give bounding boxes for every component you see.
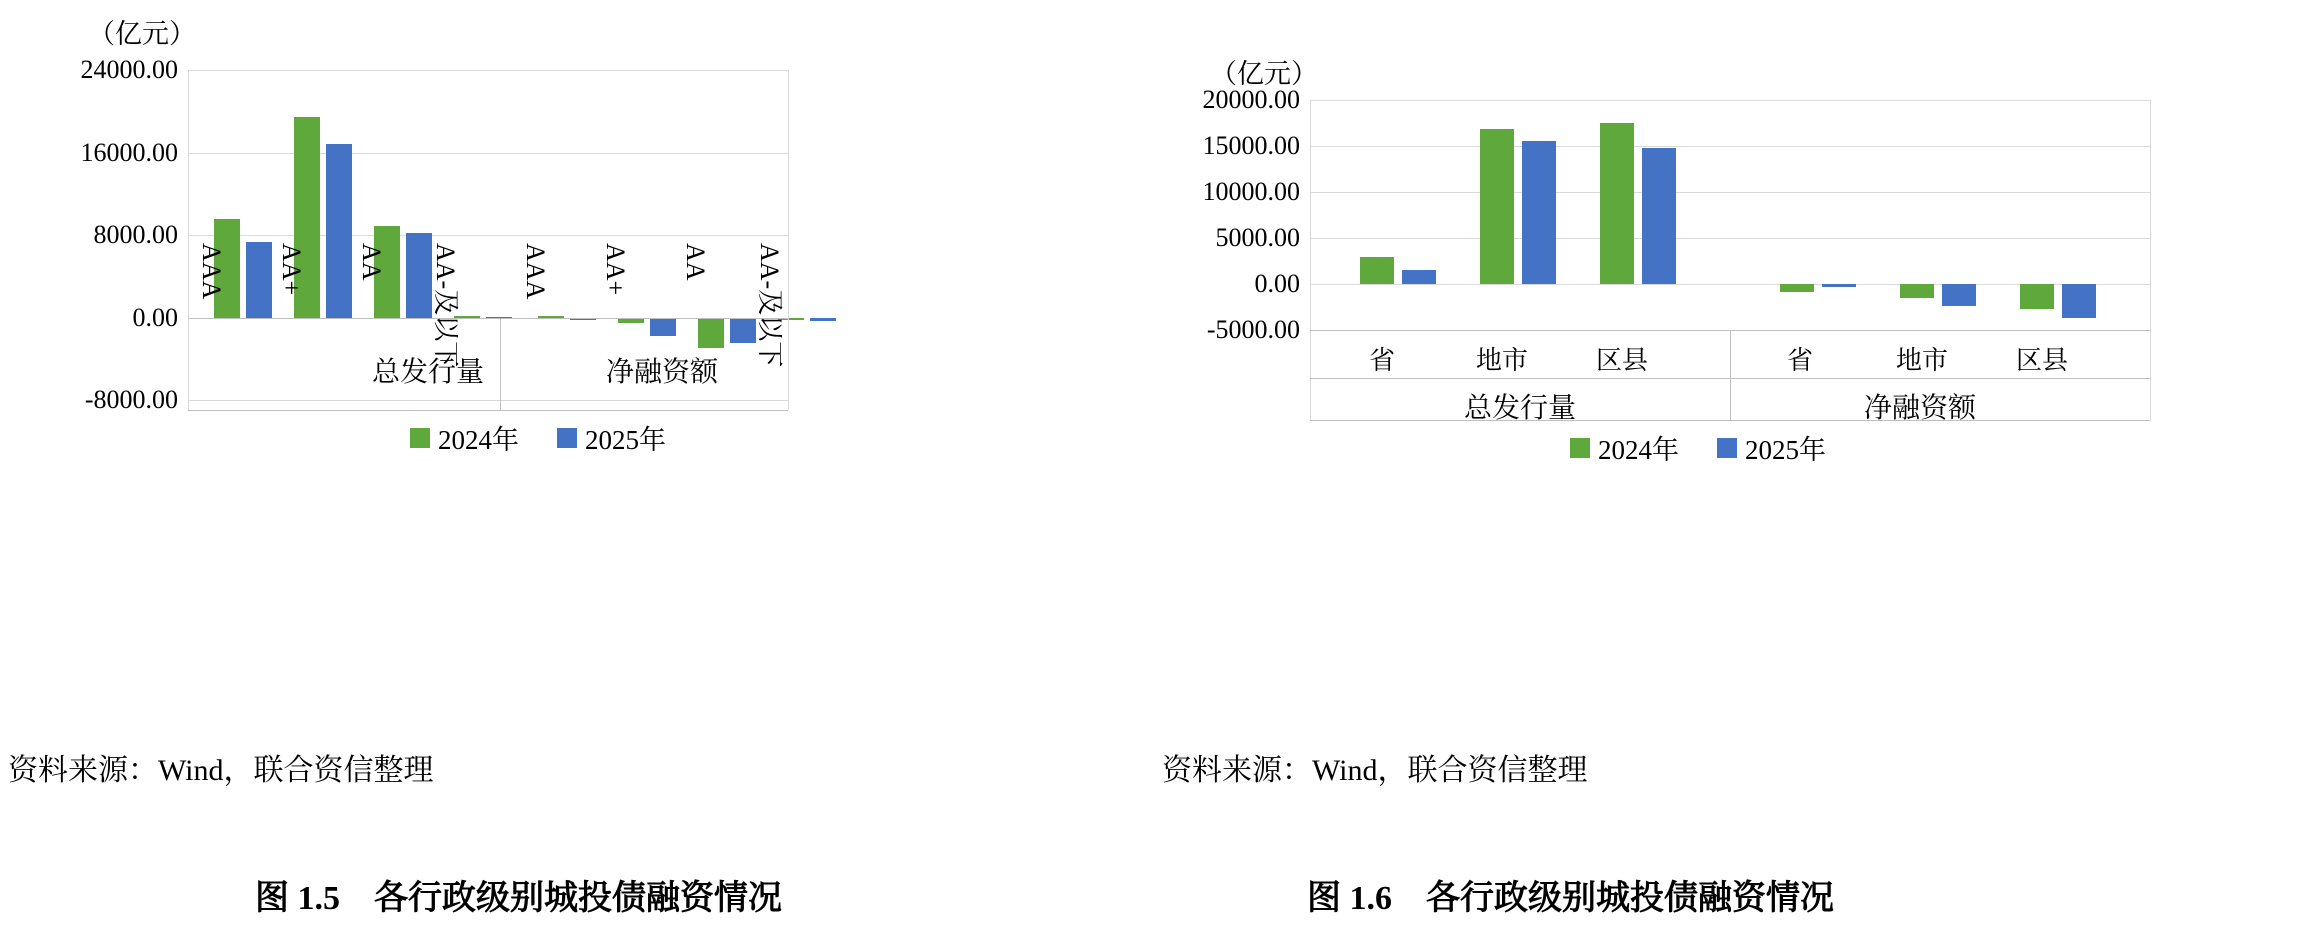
ytick-label: 5000.00 [1215,223,1300,252]
category-axis-bottom [188,410,788,411]
category-axis-bottom [1310,420,2150,421]
plot-area-figure-1-6 [1202,85,2150,344]
legend-label-2024: 2024年 [1598,435,1679,465]
xtick-province-netfin: 省 [1786,346,1813,375]
group-separator [1730,330,1731,420]
bar-2025-AAplus-netfin [650,318,676,336]
ytick-label: 10000.00 [1202,177,1300,206]
ytick-label: 0.00 [132,302,178,332]
bar-2024-city-issuance [1480,129,1514,284]
bar-2024-district-issuance [1600,123,1634,284]
bar-2025-AAminus-netfin [810,318,836,321]
xtick-AA-issuance: AA [357,243,386,281]
legend-swatch-2025 [557,428,577,448]
figure-title-1-6: 图 1.6 各行政级别城投债融资情况 [1307,880,1834,917]
ytick-label: 20000.00 [1202,85,1300,114]
category-axis-top [1310,330,2150,331]
bar-2025-province-issuance [1402,270,1436,284]
xtick-AAminus-issuance: AA-及以下 [431,243,460,368]
axis-line-left [1310,100,1311,420]
xtick-AAplus-netfin: AA+ [601,243,630,296]
gridline-24000 [80,55,788,84]
legend-swatch-2025 [1717,438,1737,458]
legend-item-2024 [1570,428,1679,467]
bar-2024-province-issuance [1360,257,1394,284]
legend-label-2024: 2024年 [438,425,519,455]
legend-figure-1-6 [1570,428,1826,467]
legend-item-2025 [1717,428,1826,467]
figure-1-5-panel [0,0,1150,938]
bar-2025-district-netfin [2062,284,2096,318]
y-axis-unit-label: （亿元） [88,19,196,49]
axis-line-right [2150,100,2151,420]
bar-2024-city-netfin [1900,284,1934,298]
axis-line-left [188,70,189,410]
bar-2025-city-netfin [1942,284,1976,306]
ytick-label: 8000.00 [93,220,178,249]
source-note-figure-1-6: 资料来源：Wind，联合资信整理 [1162,754,1588,787]
gridline-20000 [1202,85,2150,114]
xtick-AAplus-issuance: AA+ [277,243,306,296]
xtick-district-netfin: 区县 [2015,346,2068,375]
xtick-AAA-netfin: AAA [521,243,550,300]
ytick-label: 0.00 [1254,269,1300,298]
gridline-minus8000 [84,385,788,414]
xtick-AAminus-netfin: AA-及以下 [755,243,784,368]
xtick-AAA-issuance: AAA [197,243,226,300]
ytick-label: -5000.00 [1206,315,1300,344]
bar-2025-province-netfin [1822,284,1856,287]
gridline-10000 [1202,177,2150,206]
gridline-15000 [1202,131,2150,160]
legend-swatch-2024 [1570,438,1590,458]
category-axis-mid [1310,378,2150,379]
figure-title-1-5: 图 1.5 各行政级别城投债融资情况 [255,880,782,917]
bar-2025-district-issuance [1642,148,1676,284]
group-label-issuance: 总发行量 [371,357,484,388]
legend-item-2025 [557,418,666,457]
group-label-issuance: 总发行量 [1463,393,1576,424]
ytick-label: 15000.00 [1202,131,1300,160]
bar-2024-district-netfin [2020,284,2054,309]
xtick-district-issuance: 区县 [1595,346,1648,375]
xtick-city-issuance: 地市 [1475,346,1528,375]
ytick-label: 24000.00 [80,55,178,84]
source-note-figure-1-5: 资料来源：Wind，联合资信整理 [8,754,434,787]
bar-2025-city-issuance [1522,141,1556,284]
ytick-label: -8000.00 [84,385,178,414]
y-axis-unit-label: （亿元） [1210,59,1318,89]
gridline-5000 [1215,223,2150,252]
bar-2025-AAplus-issuance [326,144,352,318]
bar-2024-AA-netfin [698,318,724,348]
gridline-16000 [80,137,788,167]
xtick-city-netfin: 地市 [1895,346,1948,375]
legend-label-2025: 2025年 [585,425,666,455]
group-label-netfin: 净融资额 [1863,393,1976,424]
group-label-netfin: 净融资额 [605,357,718,388]
category-axis-top [188,318,788,319]
bar-2024-province-netfin [1780,284,1814,292]
ytick-label: 16000.00 [80,137,178,167]
gridline-8000 [93,220,788,249]
xtick-AA-netfin: AA [681,243,710,281]
xtick-province-issuance: 省 [1368,346,1395,375]
legend-label-2025: 2025年 [1745,435,1826,465]
legend-item-2024 [410,418,519,457]
legend-figure-1-5 [410,418,666,457]
figure-1-6-panel [1150,0,2306,938]
legend-swatch-2024 [410,428,430,448]
